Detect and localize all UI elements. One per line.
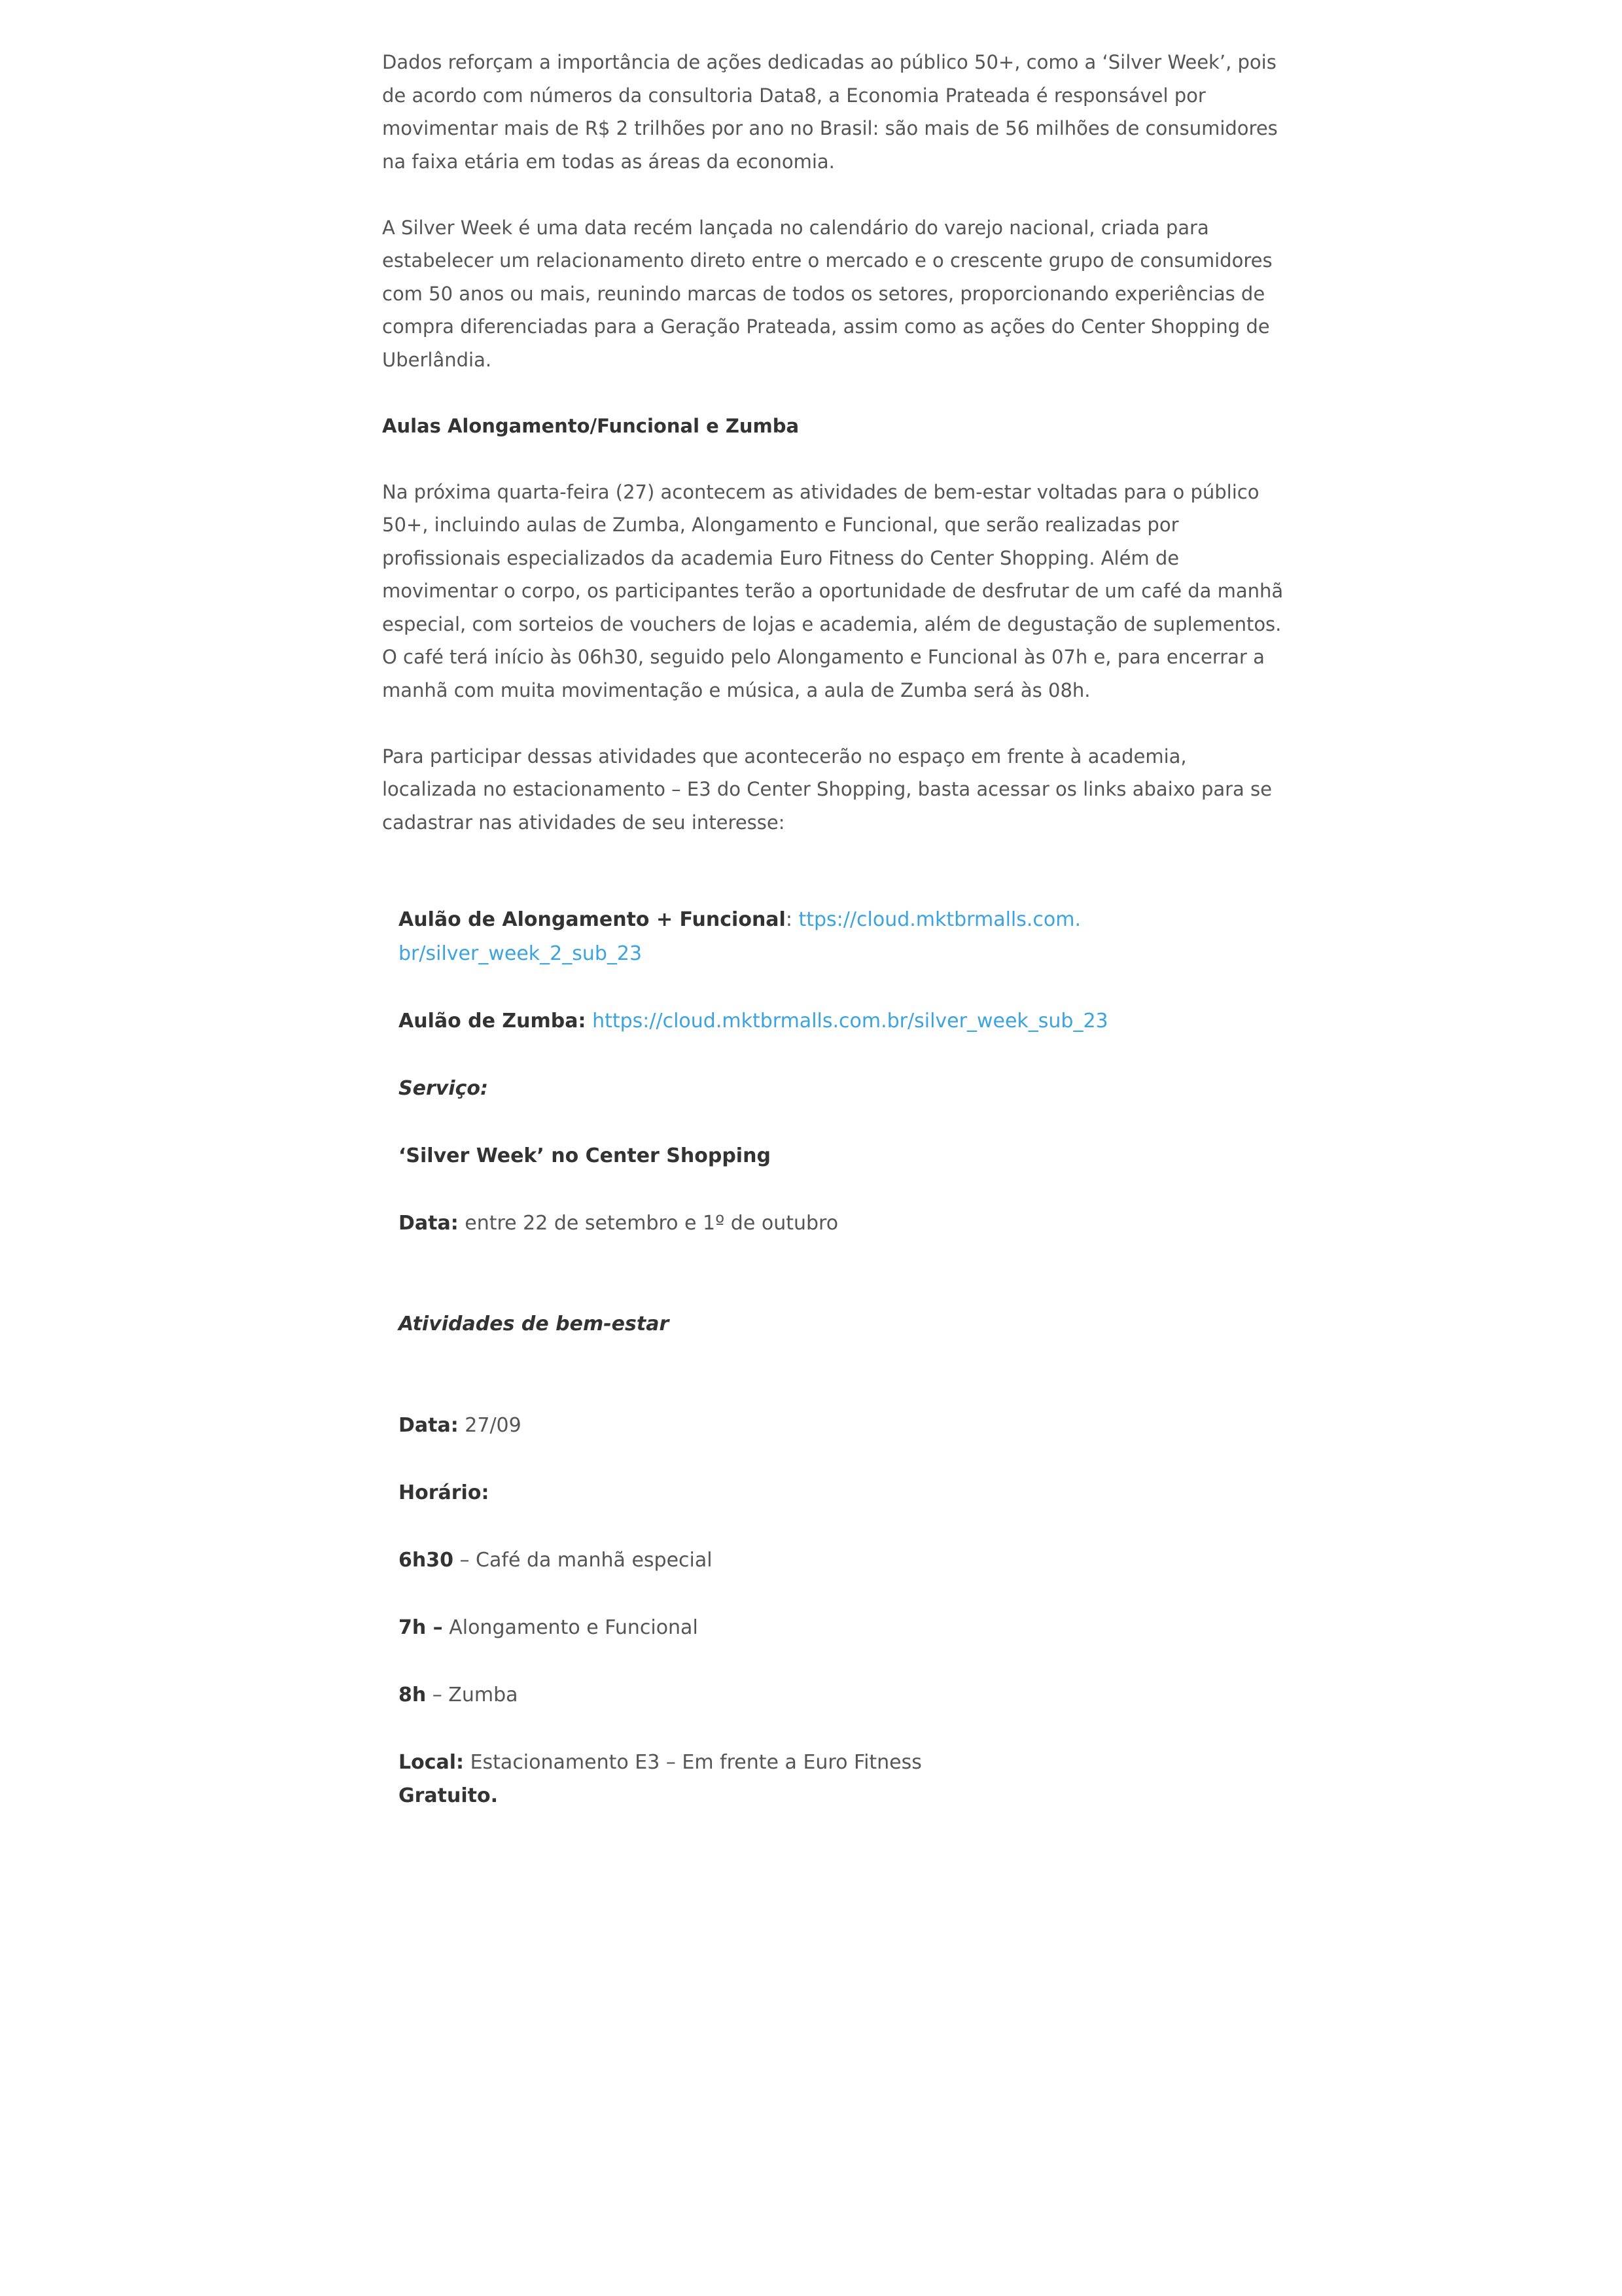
wellness-date-value: 27/09 xyxy=(458,1413,521,1437)
schedule-desc: – Zumba xyxy=(426,1683,518,1706)
zumba-link-row xyxy=(398,1004,1288,1038)
article-body xyxy=(382,46,1285,872)
zumba-link[interactable]: https://cloud.mktbrmalls.com.br/silver_week_sub_23 xyxy=(592,1009,1108,1033)
event-name: ‘Silver Week’ no Center Shopping xyxy=(398,1144,771,1167)
alongamento-link-line2: br/silver_week_2_sub_23 xyxy=(398,942,643,965)
service-heading: Serviço: xyxy=(398,1076,488,1100)
schedule-item xyxy=(398,1544,1288,1578)
event-details xyxy=(398,903,1288,1813)
schedule-item xyxy=(398,1611,1288,1645)
paragraph-economia-prateada: Dados reforçam a importância de ações dedicadas ao público 50+, como a ‘Silver Week’, pois de acordo com números da consultoria Data8, a Economia Prateada é responsável por movimentar mais de R$ 2 trilhões por ano no Brasil: são mais de 56 milhões de consumidores na faixa etária em todas as áreas da economia. xyxy=(382,51,1278,173)
schedule-item xyxy=(398,1678,1288,1712)
location-row xyxy=(398,1746,1288,1780)
subheading-aulas: Aulas Alongamento/Funcional e Zumba xyxy=(382,414,800,437)
paragraph-atividades: Na próxima quarta-feira (27) acontecem as atividades de bem-estar voltadas para o público 50+, incluindo aulas de Zumba, Alongamento e Funcional, que serão realizadas por profissionais especializados da academia Euro Fitness do Center Shopping. Além de movimentar o corpo, os participantes terão a oportunidade de desfrutar de um café da manhã especial, com sorteios de vouchers de lojas e academia, além de degustação de suplementos. O café terá início às 06h30, seguido pelo Alongamento e Funcional às 07h e, para encerrar a manhã com muita movimentação e música, a aula de Zumba será às 08h. xyxy=(382,480,1284,701)
location-value: Estacionamento E3 – Em frente a Euro Fitness xyxy=(464,1750,922,1774)
schedule-time: 8h xyxy=(398,1683,427,1706)
alongamento-link-row xyxy=(398,903,1288,970)
paragraph-participar: Para participar dessas atividades que acontecerão no espaço em frente à academia, localizada no estacionamento – E3 do Center Shopping, basta acessar os links abaixo para se cadastrar nas atividades de seu interesse: xyxy=(382,745,1272,834)
event-date-value: entre 22 de setembro e 1º de outubro xyxy=(458,1211,839,1235)
alongamento-link-line1: ttps://cloud.mktbrmalls.com. xyxy=(798,908,1082,931)
paragraph-silver-week: A Silver Week é uma data recém lançada no calendário do varejo nacional, criada para estabelecer um relacionamento direto entre o mercado e o crescente grupo de consumidores com 50 anos ou mais, reunindo marcas de todos os setores, proporcionando experiências de compra diferenciadas para a Geração Prateada, assim como as ações do Center Shopping de Uberlândia. xyxy=(382,216,1273,371)
wellness-heading: Atividades de bem-estar xyxy=(398,1313,669,1335)
event-date-label: Data: xyxy=(398,1211,459,1235)
location-label: Local: xyxy=(398,1750,465,1774)
schedule-time: 7h – xyxy=(398,1616,443,1639)
alongamento-separator: : xyxy=(785,908,799,931)
zumba-label: Aulão de Zumba: xyxy=(398,1009,586,1033)
free-label: Gratuito. xyxy=(398,1784,498,1807)
schedule-desc: Alongamento e Funcional xyxy=(442,1616,698,1639)
alongamento-label: Aulão de Alongamento + Funcional xyxy=(398,908,786,931)
event-date-row xyxy=(398,1207,1288,1241)
wellness-date-label: Data: xyxy=(398,1413,459,1437)
schedule-label: Horário: xyxy=(398,1481,489,1504)
schedule-time: 6h30 xyxy=(398,1548,453,1572)
schedule-desc: – Café da manhã especial xyxy=(453,1548,713,1572)
wellness-date-row xyxy=(398,1409,1288,1443)
